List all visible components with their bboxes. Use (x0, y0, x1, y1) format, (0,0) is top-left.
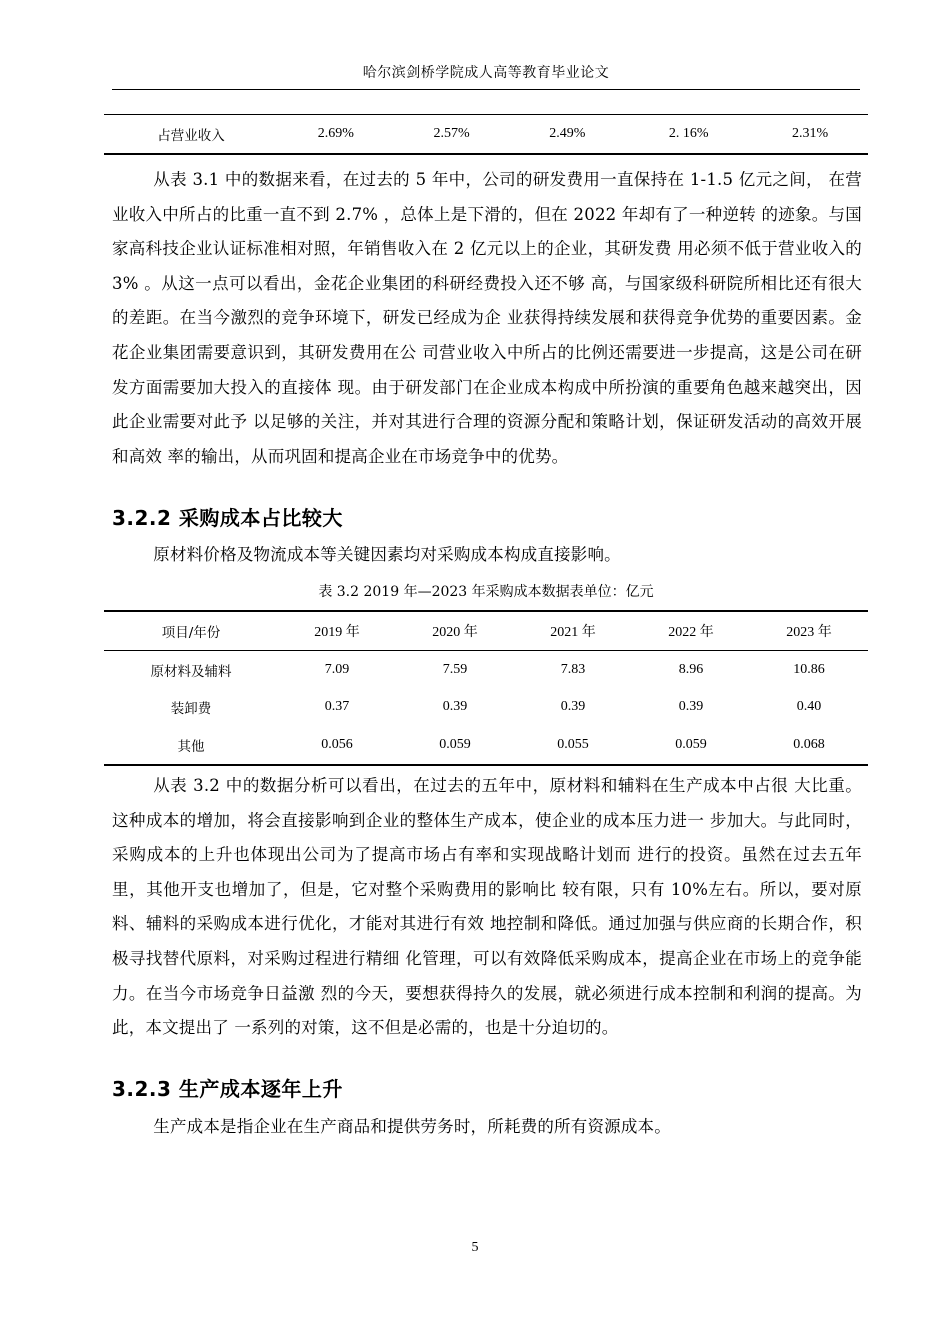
table-cell: 2.57% (433, 126, 470, 141)
table-cell: 0.37 (324, 699, 350, 715)
table-cell: 0.059 (675, 736, 707, 752)
table-cell: 7.59 (442, 661, 468, 677)
row-label: 占营业收入 (157, 128, 225, 144)
table-3-2 (104, 610, 868, 766)
table-cell: 0.068 (793, 736, 825, 752)
table-3-1-tail (104, 114, 868, 155)
table-cell: 2.49% (549, 126, 586, 141)
row-label: 装卸费 (170, 701, 212, 718)
table-header-row (104, 611, 868, 651)
page-number: 5 (471, 1240, 479, 1255)
table-cell: 0.39 (560, 699, 586, 715)
paragraph: 原材料价格及物流成本等关键因素均对采购成本构成直接影响。 (153, 545, 621, 564)
table-row (104, 726, 868, 765)
paragraph: 从表 3.2 中的数据分析可以看出，在过去的五年中，原材料和辅料在生产成本中占很 大比重。这种成本的增加，将会直接影响到企业的整体生产成本，使企业的成本压力进一 步加大。与此同时，采购成本的上升也体现出公司为了提高市场占有率和实现战略计划而 进行的投资。虽然在过去五年里，其他开支也增加了，但是，它对整个采购费用的影响比 较有限，只有 10%左右。所以，要对原料、辅料的采购成本进行优化，才能对其进行有效 地控制和降低。通过加强与供应商的长期合作，积极寻找替代原料，对采购过程进行精细 化管理，可以有效降低采购成本，提高企业在市场上的竞争能力。在当今市场竞争日益激 烈的今天，要想获得持久的发展，就必须进行成本控制和利润的提高。为此，本文提出了 一系列的对策，这不但是必需的，也是十分迫切的。 (112, 776, 862, 1038)
header-rule (112, 89, 860, 90)
paragraph: 从表 3.1 中的数据来看，在过去的 5 年中，公司的研发费用一直保持在 1-1.5 亿元之间， 在营业收入中所占的比重一直不到 2.7% ，总体上是下滑的，但在 2022 年却有了一种逆转 的迹象。与国家高科技企业认证标准相对照，年销售收入在 2 亿元以上的企业，其研发费 用必须不低于营业收入的 3% 。从这一点可以看出，金花企业集团的科研经费投入还不够 高，与国家级科研院所相比还有很大的差距。在当今激烈的竞争环境下，研发已经成为企 业获得持续发展和获得竞争优势的重要因素。金花企业集团需要意识到，其研发费用在公 司营业收入中所占的比例还需要进一步提高，这是公司在研发方面需要加大投入的直接体 现。由于研发部门在企业成本构成中所扮演的重要角色越来越突出，因此企业需要对此予 以足够的关注，并对其进行合理的资源分配和策略计划，保证研发活动的高效开展和高效 率的输出，从而巩固和提高企业在市场竞争中的优势。 (112, 170, 862, 466)
table-cell: 0.059 (439, 736, 471, 752)
table-cell: 0.39 (442, 699, 468, 715)
table-cell: 7.09 (324, 661, 350, 677)
table-cell: 0.40 (796, 699, 822, 715)
table-cell: 2.69% (317, 126, 354, 141)
column-header: 2022 年 (632, 611, 750, 651)
table-cell: 8.96 (678, 661, 704, 677)
table-cell: 10.86 (793, 661, 825, 677)
table-cell: 7.83 (560, 661, 586, 677)
table-cell: 2. 16% (668, 126, 709, 141)
table-row (104, 115, 868, 155)
table-cell: 0.39 (678, 699, 704, 715)
row-label: 原材料及辅料 (150, 663, 232, 680)
table-cell: 0.055 (557, 736, 589, 752)
table-row (104, 689, 868, 727)
column-header: 2019 年 (278, 611, 396, 651)
column-header: 2020 年 (396, 611, 514, 651)
paragraph: 生产成本是指企业在生产商品和提供劳务时，所耗费的所有资源成本。 (153, 1117, 671, 1136)
section-heading: 3.2.3 生产成本逐年上升 (112, 1077, 343, 1101)
table-row (104, 651, 868, 689)
column-header: 2023 年 (750, 611, 868, 651)
table-cell: 0.056 (321, 736, 353, 752)
column-header: 2021 年 (514, 611, 632, 651)
table-cell: 2.31% (792, 126, 829, 141)
section-heading: 3.2.2 采购成本占比较大 (112, 506, 343, 530)
page-header: 哈尔滨剑桥学院成人高等教育毕业论文 (362, 65, 610, 81)
table-caption: 表 3.2 2019 年—2023 年采购成本数据表单位：亿元 (318, 584, 654, 600)
row-label: 其他 (177, 738, 205, 755)
column-header: 项目/年份 (104, 611, 278, 651)
